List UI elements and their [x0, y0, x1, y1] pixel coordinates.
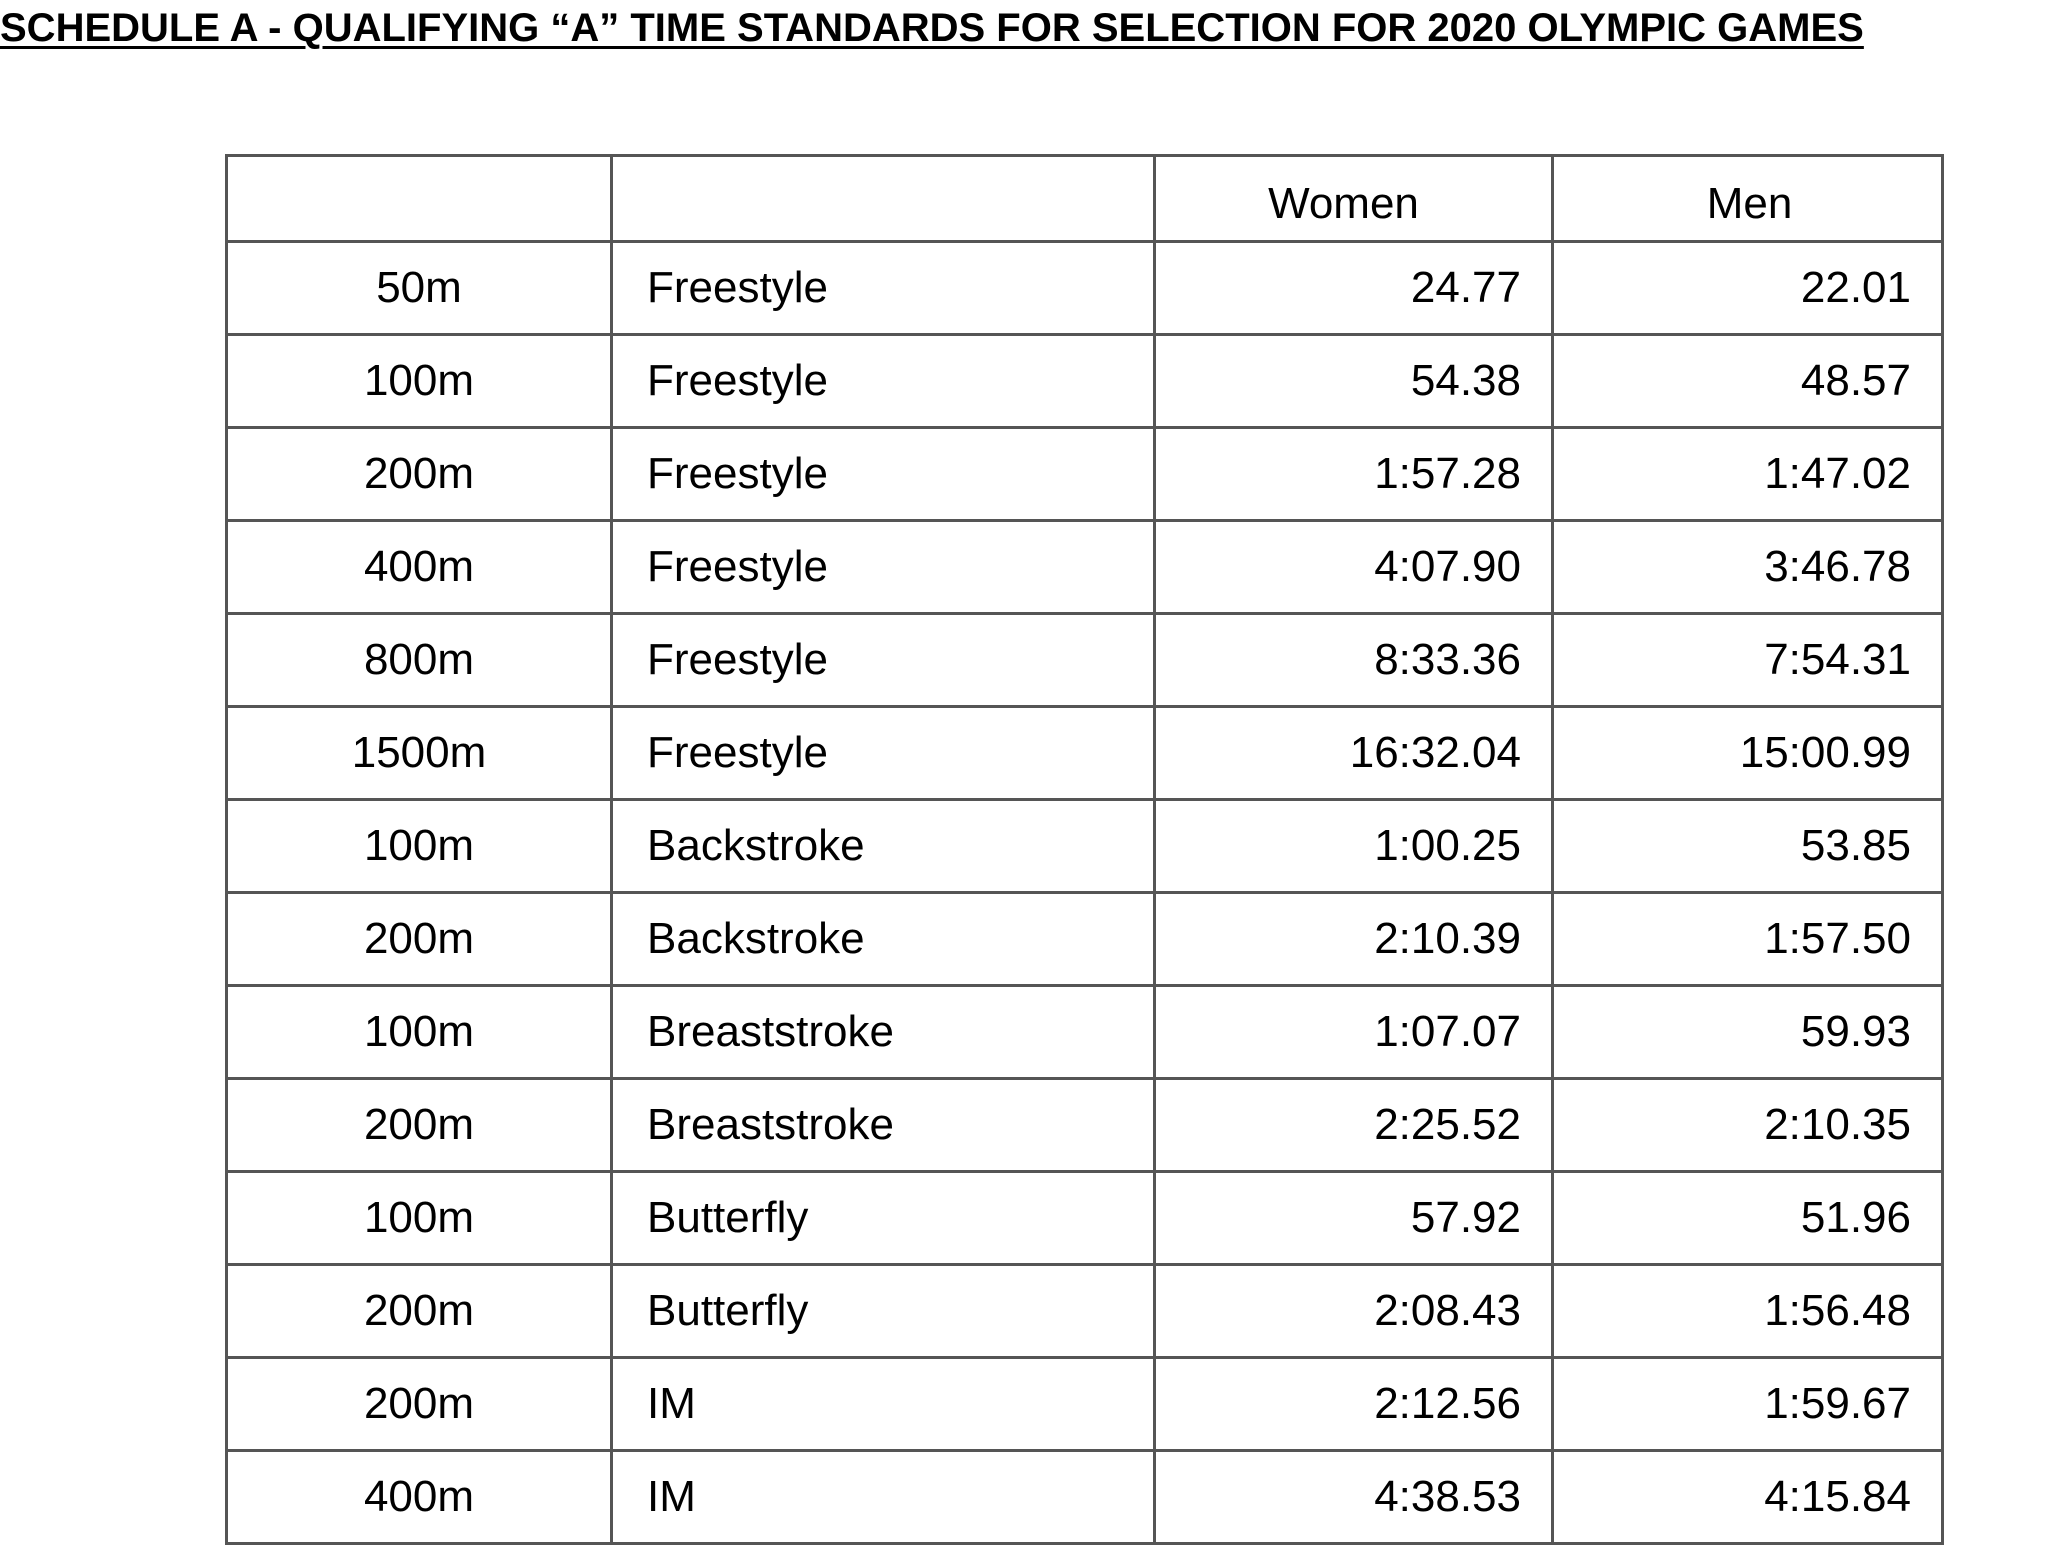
- men-time-cell: 1:59.67: [1553, 1358, 1943, 1451]
- women-time-cell: 2:10.39: [1155, 893, 1553, 986]
- table-row: [227, 800, 1943, 893]
- women-time-cell: 4:38.53: [1155, 1451, 1553, 1544]
- table-row: [227, 428, 1943, 521]
- distance-cell: 100m: [227, 986, 612, 1079]
- women-time-cell: 1:57.28: [1155, 428, 1553, 521]
- distance-cell: 400m: [227, 521, 612, 614]
- women-time-cell: 2:25.52: [1155, 1079, 1553, 1172]
- distance-cell: 100m: [227, 1172, 612, 1265]
- header-distance-cell: [227, 156, 612, 242]
- women-time-cell: 2:12.56: [1155, 1358, 1553, 1451]
- men-time-cell: 3:46.78: [1553, 521, 1943, 614]
- stroke-cell: Freestyle: [612, 707, 1155, 800]
- stroke-cell: Freestyle: [612, 335, 1155, 428]
- distance-cell: 100m: [227, 800, 612, 893]
- table-row: [227, 1079, 1943, 1172]
- distance-cell: 800m: [227, 614, 612, 707]
- stroke-cell: Breaststroke: [612, 986, 1155, 1079]
- header-women: Women: [1155, 156, 1553, 242]
- men-time-cell: 15:00.99: [1553, 707, 1943, 800]
- men-time-cell: 53.85: [1553, 800, 1943, 893]
- table-row: [227, 893, 1943, 986]
- men-time-cell: 1:57.50: [1553, 893, 1943, 986]
- stroke-cell: Freestyle: [612, 242, 1155, 335]
- women-time-cell: 1:00.25: [1155, 800, 1553, 893]
- qualifying-standards-table: [225, 154, 1944, 1545]
- women-time-cell: 24.77: [1155, 242, 1553, 335]
- women-time-cell: 2:08.43: [1155, 1265, 1553, 1358]
- table-row: [227, 242, 1943, 335]
- men-time-cell: 51.96: [1553, 1172, 1943, 1265]
- stroke-cell: Butterfly: [612, 1172, 1155, 1265]
- distance-cell: 200m: [227, 1265, 612, 1358]
- distance-cell: 100m: [227, 335, 612, 428]
- distance-cell: 200m: [227, 893, 612, 986]
- distance-cell: 1500m: [227, 707, 612, 800]
- table-row: [227, 521, 1943, 614]
- men-time-cell: 2:10.35: [1553, 1079, 1943, 1172]
- stroke-cell: Backstroke: [612, 800, 1155, 893]
- men-time-cell: 48.57: [1553, 335, 1943, 428]
- stroke-cell: IM: [612, 1358, 1155, 1451]
- men-time-cell: 7:54.31: [1553, 614, 1943, 707]
- women-time-cell: 16:32.04: [1155, 707, 1553, 800]
- header-men: Men: [1553, 156, 1943, 242]
- women-time-cell: 4:07.90: [1155, 521, 1553, 614]
- table-row: [227, 1451, 1943, 1544]
- distance-cell: 200m: [227, 1079, 612, 1172]
- men-time-cell: 1:56.48: [1553, 1265, 1943, 1358]
- distance-cell: 200m: [227, 1358, 612, 1451]
- table-row: [227, 1172, 1943, 1265]
- women-time-cell: 1:07.07: [1155, 986, 1553, 1079]
- stroke-cell: Breaststroke: [612, 1079, 1155, 1172]
- table-header-row: [227, 156, 1943, 242]
- stroke-cell: Freestyle: [612, 521, 1155, 614]
- document-title: SCHEDULE A - QUALIFYING “A” TIME STANDARDS FOR SELECTION FOR 2020 OLYMPIC GAMES: [0, 6, 1864, 50]
- women-time-cell: 54.38: [1155, 335, 1553, 428]
- stroke-cell: Butterfly: [612, 1265, 1155, 1358]
- distance-cell: 400m: [227, 1451, 612, 1544]
- stroke-cell: IM: [612, 1451, 1155, 1544]
- stroke-cell: Freestyle: [612, 614, 1155, 707]
- stroke-cell: Backstroke: [612, 893, 1155, 986]
- table-row: [227, 707, 1943, 800]
- table-row: [227, 335, 1943, 428]
- women-time-cell: 57.92: [1155, 1172, 1553, 1265]
- men-time-cell: 1:47.02: [1553, 428, 1943, 521]
- table-row: [227, 986, 1943, 1079]
- stroke-cell: Freestyle: [612, 428, 1155, 521]
- men-time-cell: 22.01: [1553, 242, 1943, 335]
- men-time-cell: 59.93: [1553, 986, 1943, 1079]
- header-stroke-cell: [612, 156, 1155, 242]
- distance-cell: 50m: [227, 242, 612, 335]
- table-row: [227, 1265, 1943, 1358]
- table-row: [227, 1358, 1943, 1451]
- distance-cell: 200m: [227, 428, 612, 521]
- men-time-cell: 4:15.84: [1553, 1451, 1943, 1544]
- women-time-cell: 8:33.36: [1155, 614, 1553, 707]
- table-row: [227, 614, 1943, 707]
